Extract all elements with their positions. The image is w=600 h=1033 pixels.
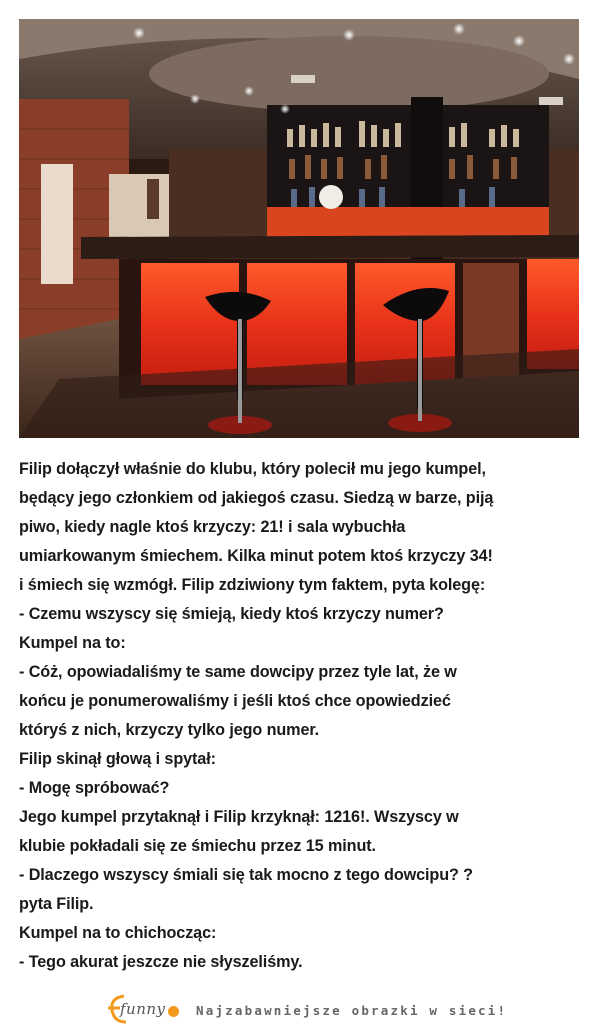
joke-line: Filip skinął głową i spytał:	[19, 750, 216, 768]
joke-line: umiarkowanym śmiechem. Kilka minut potem ktoś krzyczy 34!	[19, 547, 493, 565]
joke-line: końcu je ponumerowaliśmy i jeśli ktoś chce opowiedzieć	[19, 692, 451, 710]
joke-line: klubie pokładali się ze śmiechu przez 15 minut.	[19, 837, 376, 855]
joke-line: Filip dołączył właśnie do klubu, który polecił mu jego kumpel,	[19, 460, 486, 478]
bar-photo	[19, 19, 579, 438]
joke-text	[19, 455, 584, 977]
joke-line: - Dlaczego wszyscy śmiali się tak mocno z tego dowcipu? ?	[19, 866, 473, 884]
joke-line: Kumpel na to:	[19, 634, 126, 652]
joke-line: - Mogę spróbować?	[19, 779, 170, 797]
joke-line: - Tego akurat jeszcze nie słyszeliśmy.	[19, 953, 303, 971]
footer	[0, 988, 600, 1028]
joke-line: i śmiech się wzmógł. Filip zdziwiony tym faktem, pyta kolegę:	[19, 576, 486, 594]
joke-line: piwo, kiedy nagle ktoś krzyczy: 21! i sala wybuchła	[19, 518, 406, 536]
joke-line: pyta Filip.	[19, 895, 94, 913]
logo-dot-icon	[168, 1006, 179, 1017]
joke-line: - Cóż, opowiadaliśmy te same dowcipy przez tyle lat, że w	[19, 663, 457, 681]
joke-line: - Czemu wszyscy się śmieją, kiedy ktoś krzyczy numer?	[19, 605, 444, 623]
joke-line: będący jego członkiem od jakiegoś czasu. Siedzą w barze, piją	[19, 489, 494, 507]
joke-line: któryś z nich, krzyczy tylko jego numer.	[19, 721, 320, 739]
joke-line: Jego kumpel przytaknął i Filip krzyknął: 1216!. Wszyscy w	[19, 808, 459, 826]
bar-photo-illustration	[19, 19, 579, 438]
site-tagline: Najzabawniejsze obrazki w sieci!	[196, 1003, 508, 1018]
site-logo[interactable]	[106, 992, 188, 1024]
logo-text: funny	[120, 1000, 166, 1018]
joke-line: Kumpel na to chichocząc:	[19, 924, 217, 942]
